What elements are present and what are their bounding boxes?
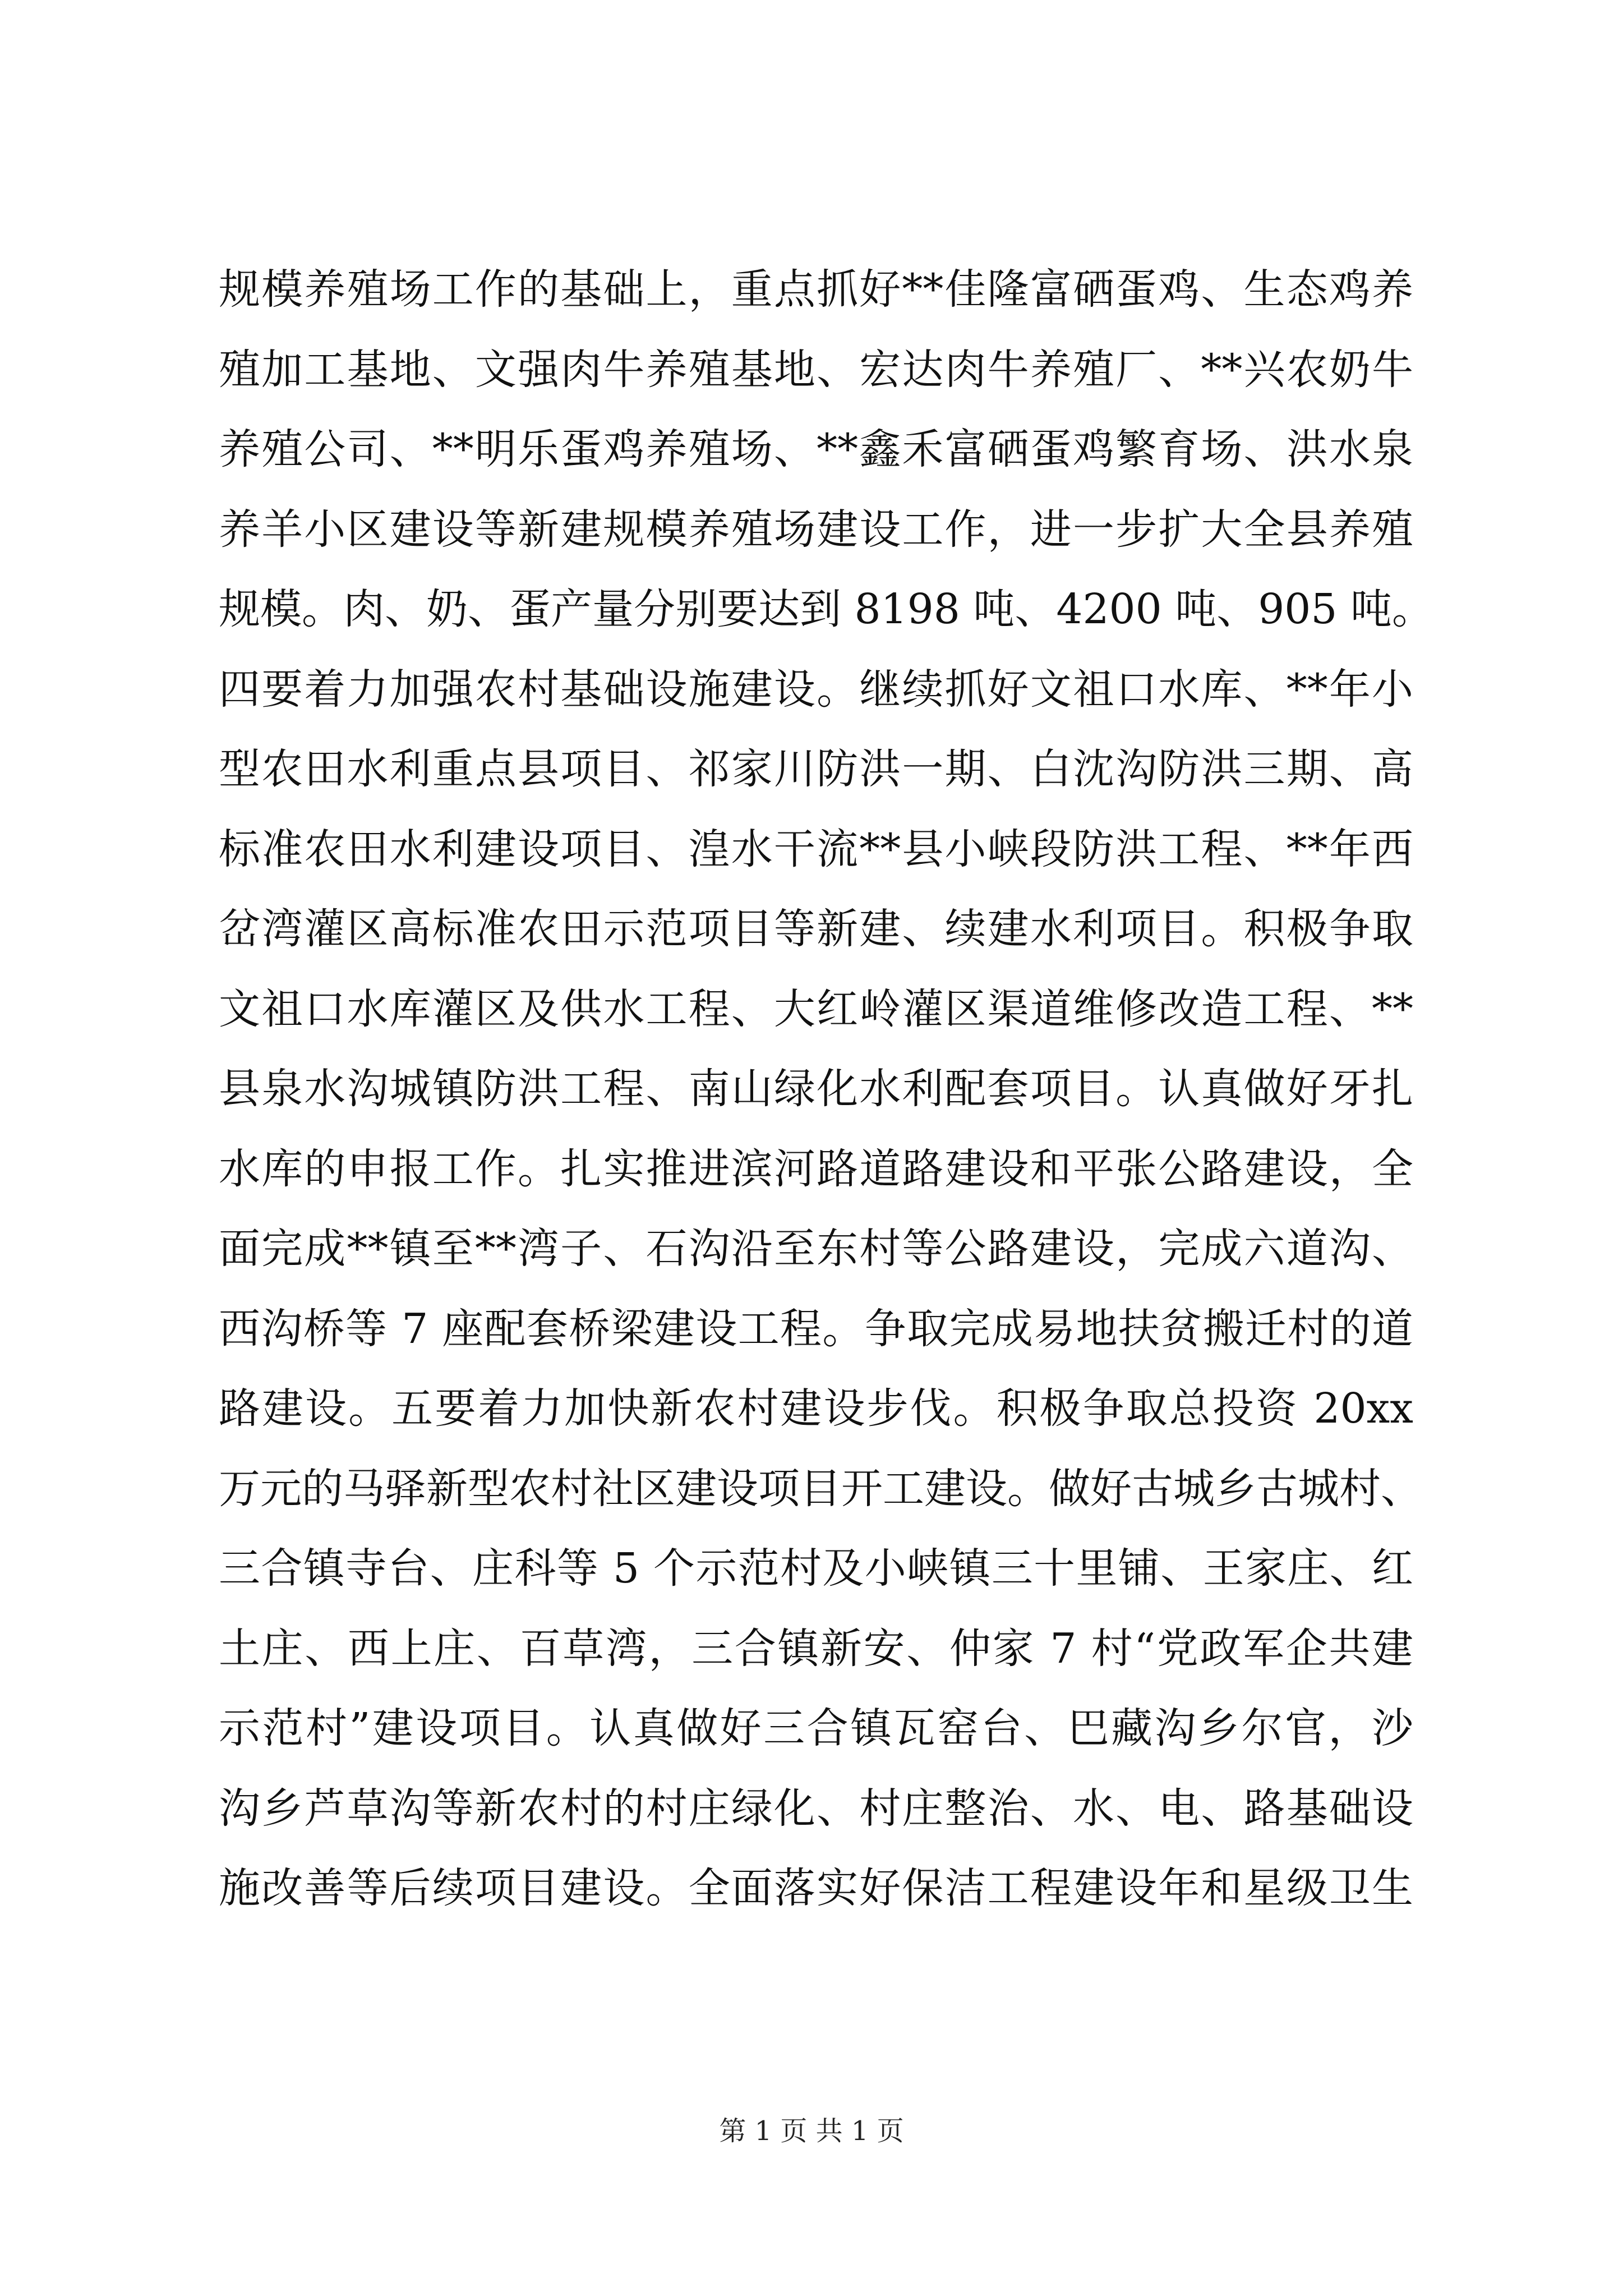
text-line: 规模。肉、奶、蛋产量分别要达到 8198 吨、4200 吨、905 吨。 — [219, 585, 1433, 633]
text-line: 三合镇寺台、庄科等 5 个示范村及小峡镇三十里铺、王家庄、红 — [219, 1544, 1413, 1593]
page-footer — [0, 2109, 1623, 2148]
text-line: 万元的马驿新型农村社区建设项目开工建设。做好古城乡古城村、 — [219, 1464, 1422, 1513]
text-line: 标准农田水利建设项目、湟水干流**县小峡段防洪工程、**年西 — [219, 825, 1413, 873]
text-line: 四要着力加强农村基础设施建设。继续抓好文祖口水库、**年小 — [219, 665, 1413, 714]
text-line: 岔湾灌区高标准农田示范项目等新建、续建水利项目。积极争取 — [219, 905, 1413, 953]
text-line: 示范村”建设项目。认真做好三合镇瓦窑台、巴藏沟乡尔官，沙 — [219, 1704, 1413, 1752]
page-number-label: 第 1 页 共 1 页 — [719, 2115, 904, 2147]
text-line: 施改善等后续项目建设。全面落实好保洁工程建设年和星级卫生 — [219, 1864, 1413, 1912]
text-line: 路建设。五要着力加快新农村建设步伐。积极争取总投资 20xx — [219, 1384, 1413, 1433]
text-line: 型农田水利重点县项目、祁家川防洪一期、白沈沟防洪三期、高 — [219, 745, 1413, 793]
text-line: 西沟桥等 7 座配套桥梁建设工程。争取完成易地扶贫搬迁村的道 — [219, 1304, 1413, 1353]
text-line: 沟乡芦草沟等新农村的村庄绿化、村庄整治、水、电、路基础设 — [219, 1784, 1413, 1833]
text-line: 养殖公司、**明乐蛋鸡养殖场、**鑫禾富硒蛋鸡繁育场、洪水泉 — [219, 425, 1413, 473]
body-text — [219, 250, 1433, 1929]
text-line: 文祖口水库灌区及供水工程、大红岭灌区渠道维修改造工程、** — [219, 984, 1413, 1033]
text-line: 养羊小区建设等新建规模养殖场建设工作，进一步扩大全县养殖 — [219, 505, 1413, 554]
text-line: 水库的申报工作。扎实推进滨河路道路建设和平张公路建设，全 — [219, 1144, 1413, 1193]
text-line: 规模养殖场工作的基础上，重点抓好**佳隆富硒蛋鸡、生态鸡养 — [219, 265, 1413, 314]
text-line: 土庄、西上庄、百草湾，三合镇新安、仲家 7 村“党政军企共建 — [219, 1624, 1413, 1673]
text-line: 县泉水沟城镇防洪工程、南山绿化水利配套项目。认真做好牙扎 — [219, 1065, 1413, 1113]
text-line: 殖加工基地、文强肉牛养殖基地、宏达肉牛养殖厂、**兴农奶牛 — [219, 345, 1413, 394]
text-line: 面完成**镇至**湾子、石沟沿至东村等公路建设，完成六道沟、 — [219, 1225, 1413, 1273]
